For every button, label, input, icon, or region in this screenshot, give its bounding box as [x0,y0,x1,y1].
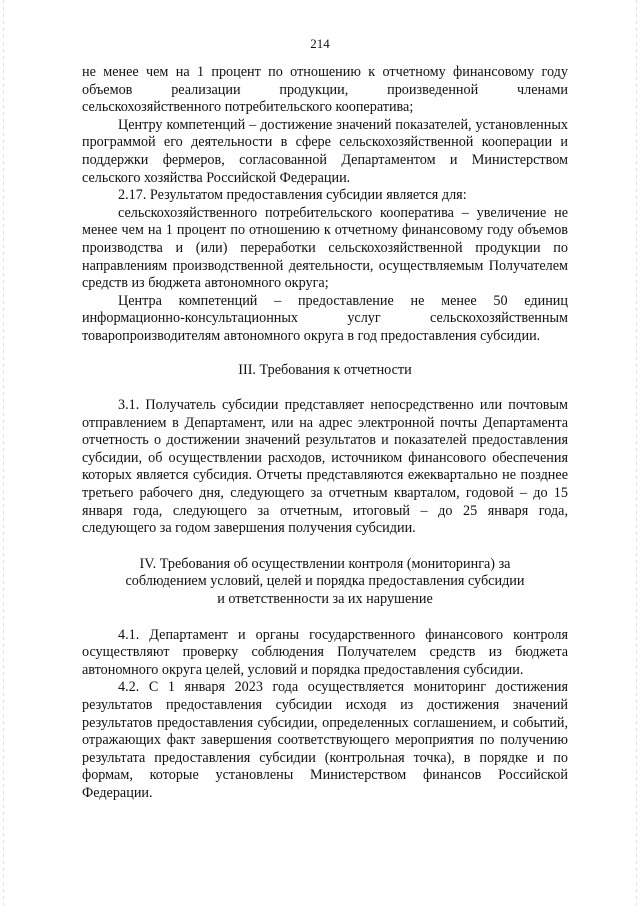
paragraph-3-1: 3.1. Получатель субсидии представляет непосредственно или почтовым отправлением в Департамент, или на адрес электронной почты Департамента отчетность о достижении значений результатов и показателей предоставления субсидии, об осуществлении расходов, источником финансового обеспечения которых является субсидия. Отчеты представляются ежеквартально не позднее третьего рабочего дня, следующего за отчетным кварталом, годовой – до 15 января года, следующего за отчетным, итоговый – до 25 января года, следующего за годом завершения получения субсидии. [82,397,568,537]
page-number: 214 [310,36,330,51]
section-4-heading-line3: и ответственности за их нарушение [217,591,433,608]
paragraph-4-2: 4.2. С 1 января 2023 года осуществляется мониторинг достижения результатов предоставления субсидии исходя из достижения значений результатов предоставления субсидии, определенных соглашением, и событий, отражающих факт завершения соответствующего мероприятия по получению результата предоставления субсидии (контрольная точка), в порядке и по формам, которые установлены Министерством финансов Российской Федерации. [82,679,568,801]
section-4-heading-line2: соблюдением условий, целей и порядка предоставления субсидии [125,573,525,590]
paragraph-competence-center-result: Центра компетенций – предоставление не менее 50 единиц информационно-консультационных услуг сельскохозяйственным товаропроизводителям автономного округа в год предоставления субсидии. [82,292,568,344]
paragraph-competence-center-target: Центру компетенций – достижение значений показателей, установленных программой его деятельности в сфере сельскохозяйственной кооперации и поддержки фермеров, согласованной Департаментом и Министерством сельского хозяйства Российской Федерации. [82,116,568,186]
document-body [82,64,568,803]
paragraph-cooperative-result: сельскохозяйственного потребительского кооператива – увеличение не менее чем на 1 процент по отношению к отчетному финансовому году объемов производства и (или) переработки сельскохозяйственной продукции по направлениям производственной деятельности, осуществляемым Получателем средств из бюджета автономного округа; [82,204,568,292]
section-3-heading: III. Требования к отчетности [238,361,412,378]
section-4-heading-line1: IV. Требования об осуществлении контроля (мониторинга) за [139,555,511,572]
paragraph-continuation: не менее чем на 1 процент по отношению к отчетному финансовому году объемов реализации продукции, произведенной членами сельскохозяйственного потребительского кооператива; [82,64,568,116]
paragraph-2-17: 2.17. Результатом предоставления субсидии является для: [118,187,467,204]
scan-edge-left [3,0,4,905]
scan-edge-right [636,0,637,905]
paragraph-4-1: 4.1. Департамент и органы государственного финансового контроля осуществляют проверку соблюдения Получателем средств из бюджета автономного округа целей, условий и порядка предоставления субсидии. [82,626,568,678]
